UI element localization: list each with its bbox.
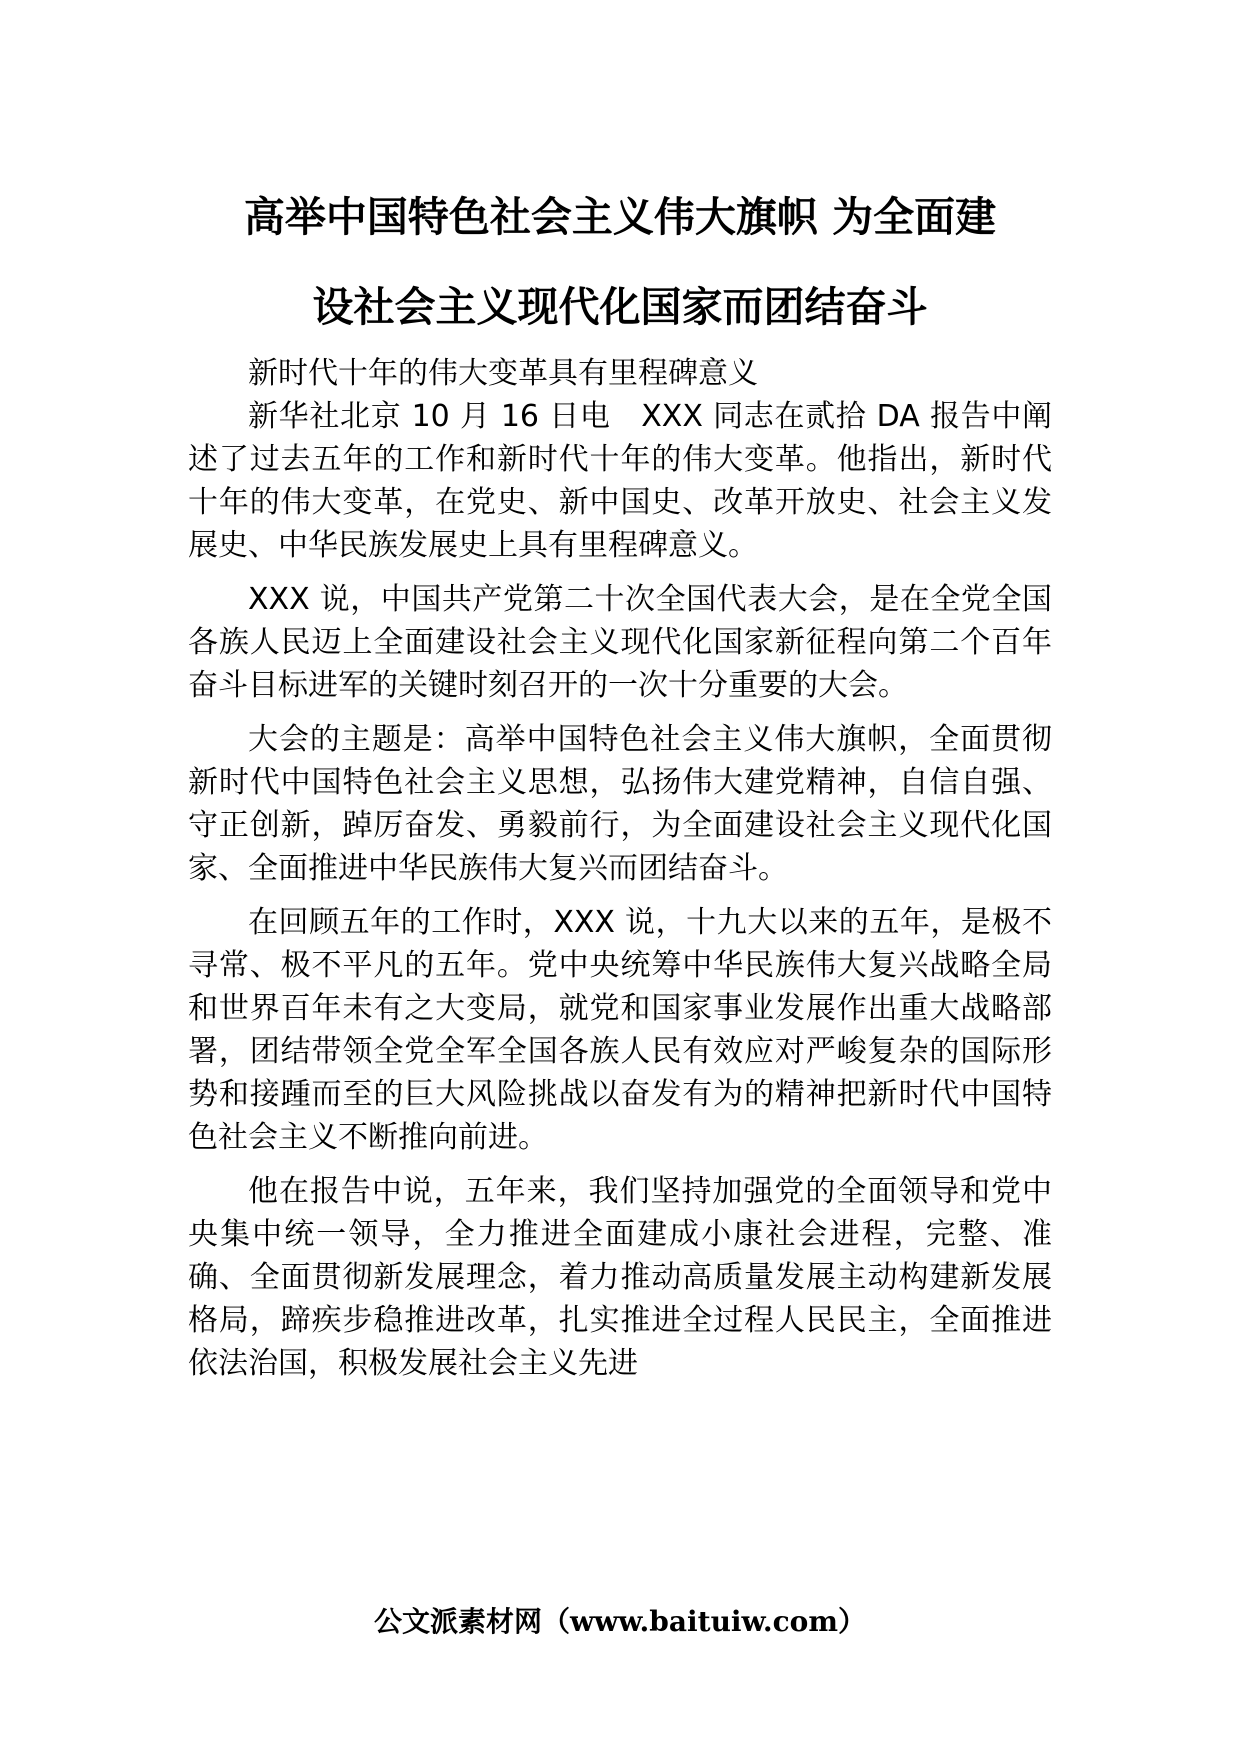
document-body (188, 352, 1052, 1385)
subtitle: 新时代十年的伟大变革具有里程碑意义 (248, 356, 758, 391)
title-line-2: 设社会主义现代化国家而团结奋斗 (312, 283, 928, 331)
paragraph-2: XXX 说，中国共产党第二十次全国代表大会，是在全党全国各族人民迈上全面建设社会主义现代化国家新征程向第二个百年奋斗目标进军的关键时刻召开的一次十分重要的大会。 (188, 582, 1052, 703)
paragraph-5: 他在报告中说，五年来，我们坚持加强党的全面领导和党中央集中统一领导，全力推进全面建成小康社会进程，完整、准确、全面贯彻新发展理念，着力推动高质量发展主动构建新发展格局，蹄疾步稳推进改革，扎实推进全过程人民民主，全面推进依法治国，积极发展社会主义先进 (188, 1174, 1052, 1381)
title-line-1: 高举中国特色社会主义伟大旗帜 为全面建 (243, 193, 997, 241)
paragraph-3: 大会的主题是：高举中国特色社会主义伟大旗帜，全面贯彻新时代中国特色社会主义思想，弘扬伟大建党精神，自信自强、守正创新，踔厉奋发、勇毅前行，为全面建设社会主义现代化国家、全面推进中华民族伟大复兴而团结奋斗。 (188, 722, 1052, 886)
paragraph-1: 新华社北京 10 月 16 日电 XXX 同志在贰拾 DA 报告中阐述了过去五年的工作和新时代十年的伟大变革。他指出，新时代十年的伟大变革，在党史、新中国史、改革开放史、社会主义发展史、中华民族发展史上具有里程碑意义。 (188, 399, 1052, 563)
footer-watermark: 公文派素材网（www.baituiw.com） (374, 1605, 866, 1638)
document-title (188, 172, 1052, 352)
paragraph-4: 在回顾五年的工作时，XXX 说，十九大以来的五年，是极不寻常、极不平凡的五年。党中央统筹中华民族伟大复兴战略全局和世界百年未有之大变局，就党和国家事业发展作出重大战略部署，团结带领全党全军全国各族人民有效应对严峻复杂的国际形势和接踵而至的巨大风险挑战以奋发有为的精神把新时代中国特色社会主义不断推向前进。 (188, 905, 1052, 1155)
